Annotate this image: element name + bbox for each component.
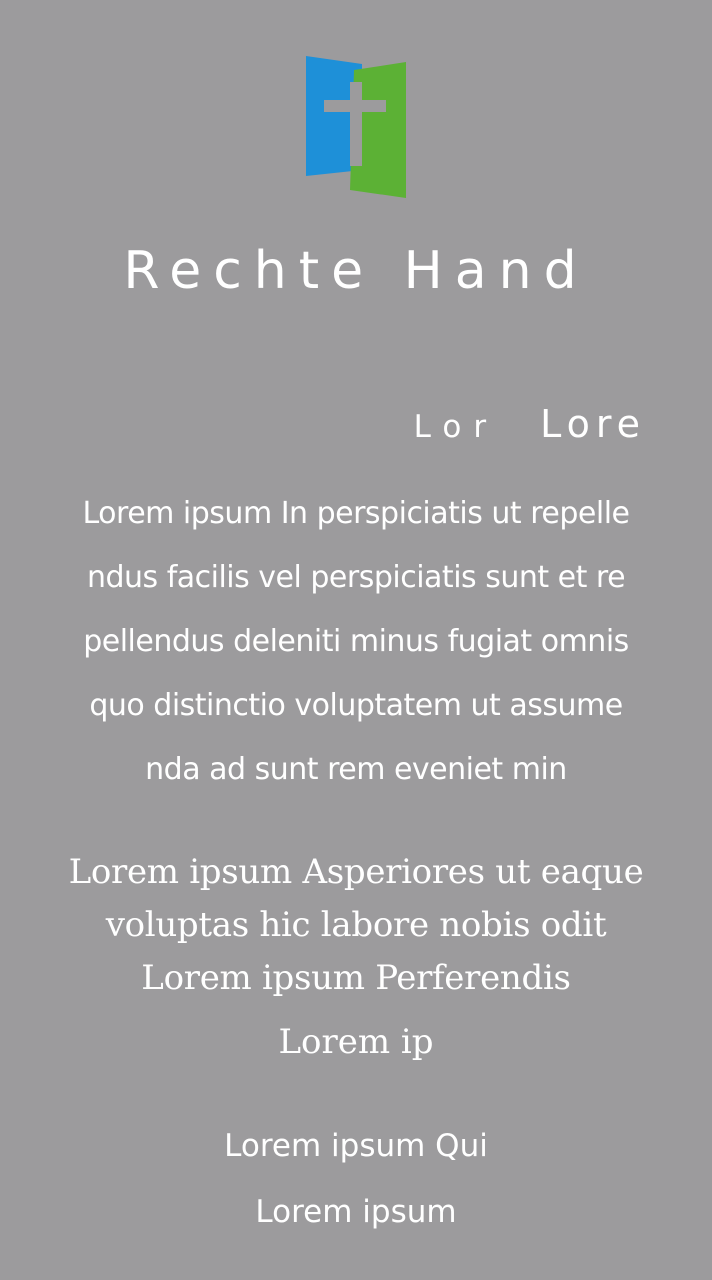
body-paragraph-sans — [40, 482, 672, 802]
app-title: Rechte Hand — [123, 241, 589, 301]
section-header — [414, 402, 646, 448]
paragraph-line: Lorem ipsum In perspiciatis ut repelle — [82, 496, 630, 531]
paragraph-line: Lorem ipsum Perferendis — [141, 958, 571, 998]
body-paragraph-serif — [20, 846, 692, 1005]
footer-line-2: Lorem ipsum — [255, 1194, 457, 1230]
header-large-label: Lore — [540, 402, 646, 446]
paragraph-line: pellendus deleniti minus fugiat omnis — [83, 624, 629, 659]
paragraph-line: quo distinctio voluptatem ut assume — [89, 688, 623, 723]
paragraph-line: voluptas hic labore nobis odit — [105, 905, 607, 945]
paragraph-line: nda ad sunt rem eveniet min — [145, 752, 567, 787]
serif-short-line: Lorem ip — [278, 1022, 434, 1062]
paragraph-line: ndus facilis vel perspiciatis sunt et re — [86, 560, 626, 595]
book-cross-icon — [304, 54, 408, 200]
paragraph-line: Lorem ipsum Asperiores ut eaque — [68, 852, 644, 892]
header-small-label: Lor — [413, 409, 499, 445]
footer-line-1: Lorem ipsum Qui — [224, 1128, 488, 1164]
